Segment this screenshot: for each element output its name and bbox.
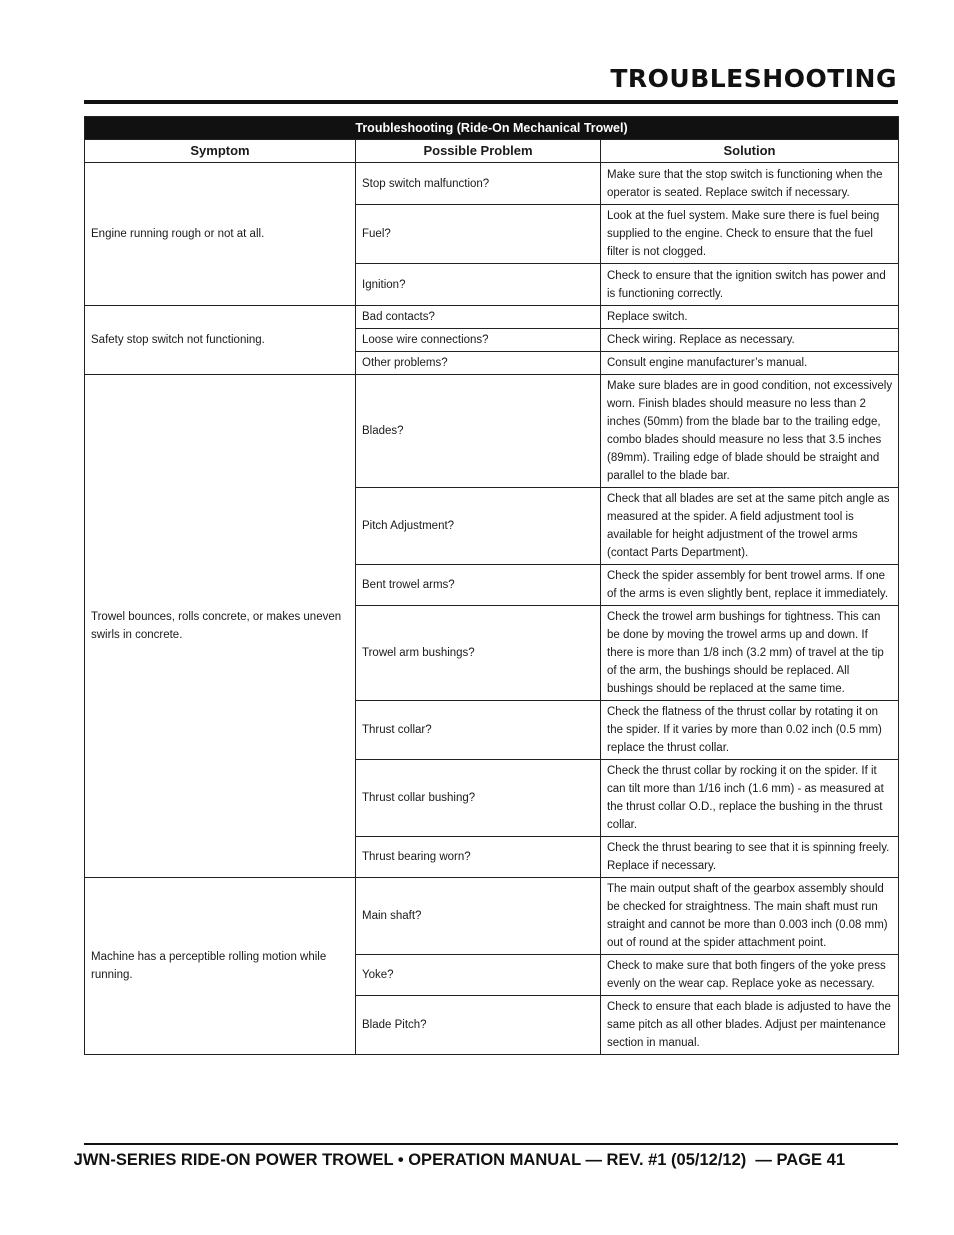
solution-cell: Check the flatness of the thrust collar by rotating it on the spider. If it varies by more than 0.02 inch (0.5 mm) replace the thrust collar. [601, 701, 899, 760]
table-row [85, 878, 899, 955]
problem-cell: Pitch Adjustment? [356, 488, 601, 565]
problem-cell: Bent trowel arms? [356, 565, 601, 606]
solution-cell: Look at the fuel system. Make sure there is fuel being supplied to the engine. Check to ensure that the fuel filter is not clogged. [601, 205, 899, 264]
problem-cell: Ignition? [356, 264, 601, 306]
table-row [85, 375, 899, 488]
solution-cell: The main output shaft of the gearbox assembly should be checked for straightness. The main shaft must run straight and cannot be more than 0.003 inch (0.08 mm) out of round at the spider attachment point. [601, 878, 899, 955]
column-header-possible-problem: Possible Problem [356, 140, 601, 163]
title-rule [84, 100, 898, 104]
problem-cell: Loose wire connections? [356, 329, 601, 352]
page-title: TROUBLESHOOTING [610, 64, 897, 93]
solution-cell: Check to ensure that each blade is adjusted to have the same pitch as all other blades. Adjust per maintenance section in manual. [601, 996, 899, 1055]
problem-cell: Thrust bearing worn? [356, 837, 601, 878]
table-row [85, 306, 899, 329]
solution-cell: Check to make sure that both fingers of the yoke press evenly on the wear cap. Replace yoke as necessary. [601, 955, 899, 996]
problem-cell: Trowel arm bushings? [356, 606, 601, 701]
footer-rule [84, 1143, 898, 1145]
column-header-symptom: Symptom [85, 140, 356, 163]
solution-cell: Replace switch. [601, 306, 899, 329]
table-caption: Troubleshooting (Ride-On Mechanical Trowel) [85, 117, 899, 140]
solution-cell: Make sure that the stop switch is functioning when the operator is seated. Replace switch if necessary. [601, 163, 899, 205]
table-caption-row [85, 117, 899, 140]
solution-cell: Make sure blades are in good condition, not excessively worn. Finish blades should measure no less than 2 inches (50mm) from the blade bar to the trailing edge, combo blades should measure no less that 3.5 inches (89mm). Trailing edge of blade should be straight and parallel to the blade bar. [601, 375, 899, 488]
problem-cell: Thrust collar? [356, 701, 601, 760]
table-row [85, 163, 899, 205]
solution-cell: Check the spider assembly for bent trowel arms. If one of the arms is even slightly bent, replace it immediately. [601, 565, 899, 606]
solution-cell: Consult engine manufacturer’s manual. [601, 352, 899, 375]
problem-cell: Yoke? [356, 955, 601, 996]
symptom-cell: Machine has a perceptible rolling motion while running. [85, 878, 356, 1055]
solution-cell: Check the thrust collar by rocking it on the spider. If it can tilt more than 1/16 inch (1.6 mm) - as measured at the thrust collar O.D., replace the bushing in the thrust collar. [601, 760, 899, 837]
problem-cell: Stop switch malfunction? [356, 163, 601, 205]
solution-cell: Check that all blades are set at the same pitch angle as measured at the spider. A field adjustment tool is available for height adjustment of the trowel arms (contact Parts Department). [601, 488, 899, 565]
problem-cell: Blade Pitch? [356, 996, 601, 1055]
problem-cell: Bad contacts? [356, 306, 601, 329]
problem-cell: Main shaft? [356, 878, 601, 955]
symptom-cell: Trowel bounces, rolls concrete, or makes uneven swirls in concrete. [85, 375, 356, 878]
problem-cell: Blades? [356, 375, 601, 488]
symptom-cell: Engine running rough or not at all. [85, 163, 356, 306]
solution-cell: Check wiring. Replace as necessary. [601, 329, 899, 352]
solution-cell: Check the trowel arm bushings for tightness. This can be done by moving the trowel arms up and down. If there is more than 1/8 inch (3.2 mm) of travel at the tip of the arm, the bushings should be replaced. All bushings should be replaced at the same time. [601, 606, 899, 701]
column-header-solution: Solution [601, 140, 899, 163]
symptom-cell: Safety stop switch not functioning. [85, 306, 356, 375]
problem-cell: Other problems? [356, 352, 601, 375]
problem-cell: Thrust collar bushing? [356, 760, 601, 837]
solution-cell: Check to ensure that the ignition switch has power and is functioning correctly. [601, 264, 899, 306]
column-header-row [85, 140, 899, 163]
footer-text: JWN-SERIES RIDE-ON POWER TROWEL • OPERATION MANUAL — REV. #1 (05/12/12) — PAGE 41 [73, 1151, 845, 1169]
troubleshooting-table [84, 116, 899, 1055]
problem-cell: Fuel? [356, 205, 601, 264]
solution-cell: Check the thrust bearing to see that it is spinning freely. Replace if necessary. [601, 837, 899, 878]
